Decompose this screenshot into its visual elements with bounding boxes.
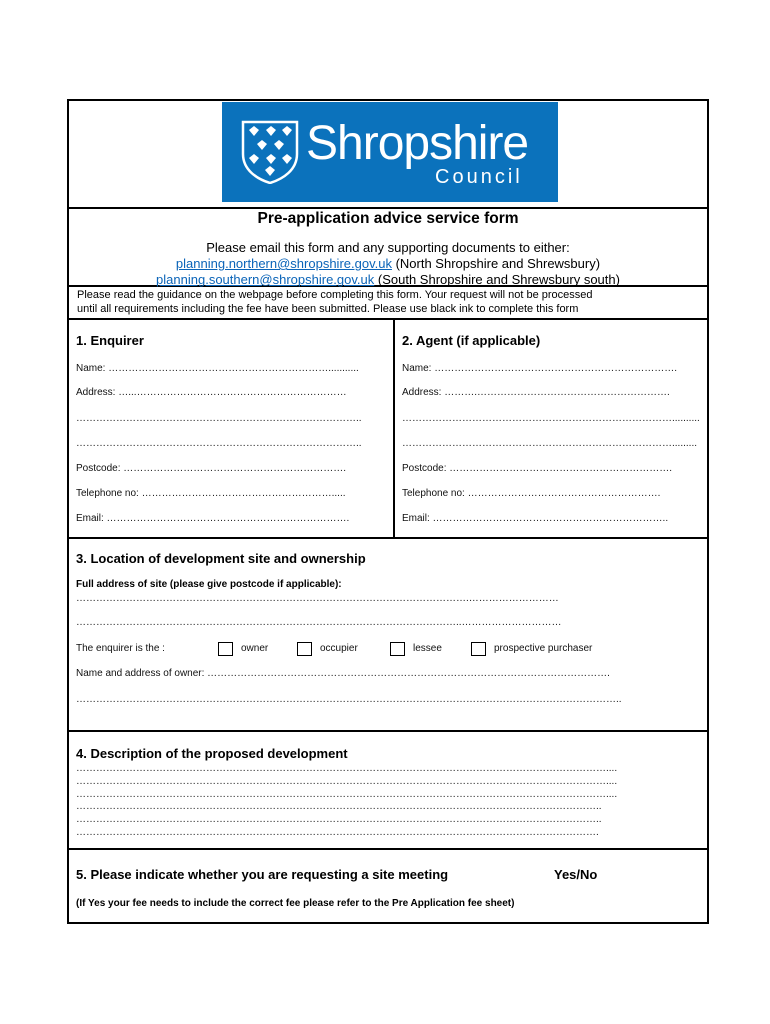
description-line[interactable]: …………………………………………………………………………………………………………………………………………. bbox=[76, 827, 599, 838]
description-line[interactable]: …………………………………………………………………………………………………………………………………………….... bbox=[76, 776, 618, 787]
owner-option-label: owner bbox=[241, 643, 269, 654]
description-line[interactable]: …………………………………………………………………………………………………………………………………………….... bbox=[76, 763, 618, 774]
form-title: Pre-application advice service form bbox=[257, 210, 519, 227]
yes-no-choice[interactable]: Yes/No bbox=[554, 867, 598, 882]
site-address-line[interactable]: ……………………………………………………………………………………………………..………………………… bbox=[76, 617, 562, 628]
north-email-link[interactable]: planning.northern@shropshire.gov.uk bbox=[175, 256, 392, 271]
header-section bbox=[69, 209, 707, 287]
owner-name-address-field[interactable]: Name and address of owner: …………………………………………………………………………………………………………. bbox=[76, 668, 610, 679]
enquirer-heading: 1. Enquirer bbox=[76, 333, 144, 348]
full-address-label: Full address of site (please give postcode if applicable): bbox=[76, 579, 342, 590]
owner-checkbox[interactable] bbox=[218, 642, 233, 656]
lessee-checkbox[interactable] bbox=[390, 642, 405, 656]
guidance-line-2: until all requirements including the fee have been submitted. Please use black ink to complete this form bbox=[77, 303, 579, 315]
guidance-section bbox=[69, 287, 707, 320]
agent-heading: 2. Agent (if applicable) bbox=[402, 333, 541, 348]
agent-name-field[interactable]: Name: ………………………………………………………………. bbox=[402, 363, 678, 374]
contacts-section bbox=[69, 320, 707, 539]
enquirer-name-field[interactable]: Name: …………………………………………………………........... bbox=[76, 363, 359, 374]
agent-address-line[interactable]: ……………………………………………………………………….......... bbox=[402, 413, 700, 424]
north-note: (North Shropshire and Shrewsbury) bbox=[395, 256, 601, 271]
enquirer-email-field[interactable]: Email: ………………………………………………………………. bbox=[76, 513, 350, 524]
pre-application-form bbox=[67, 99, 709, 924]
agent-email-field[interactable]: Email: …………………………………………………………….. bbox=[402, 513, 669, 524]
column-divider bbox=[393, 320, 395, 537]
site-meeting-section bbox=[69, 850, 707, 924]
occupier-checkbox[interactable] bbox=[297, 642, 312, 656]
enquirer-address-line[interactable]: ………………………………………………………………………….. bbox=[76, 438, 362, 449]
enquirer-is-label: The enquirer is the : bbox=[76, 643, 165, 654]
fee-note: (If Yes your fee needs to include the correct fee please refer to the Pre Application fee sheet) bbox=[76, 898, 515, 909]
site-address-line[interactable]: ……………………………………………………………………………………………………….……………………… bbox=[76, 593, 559, 604]
location-section bbox=[69, 539, 707, 732]
location-heading: 3. Location of development site and ownership bbox=[76, 551, 366, 566]
intro-text: Please email this form and any supporting documents to either: bbox=[206, 240, 570, 255]
shropshire-council-logo bbox=[222, 102, 558, 202]
enquirer-telephone-field[interactable]: Telephone no: …………………………………………………..... bbox=[76, 488, 346, 499]
logo-section bbox=[69, 101, 707, 209]
agent-postcode-field[interactable]: Postcode: …………………………………………………………. bbox=[402, 463, 673, 474]
prospective-purchaser-option-label: prospective purchaser bbox=[494, 643, 593, 654]
description-heading: 4. Description of the proposed development bbox=[76, 746, 348, 761]
lessee-option-label: lessee bbox=[413, 643, 442, 654]
enquirer-postcode-field[interactable]: Postcode: …………………………………………………………. bbox=[76, 463, 347, 474]
owner-address-line[interactable]: ……………………………………………………………………………………………………………………………………………….. bbox=[76, 694, 622, 705]
logo-wordmark: Shropshire bbox=[306, 117, 529, 170]
description-line[interactable]: ………………………………………………………………………………………………………………………………………….. bbox=[76, 801, 602, 812]
logo-subtitle: Council bbox=[435, 166, 523, 188]
shield-crest-icon bbox=[241, 120, 299, 184]
description-line[interactable]: ………………………………………………………………………………………………………………………………………….. bbox=[76, 814, 602, 825]
site-meeting-heading: 5. Please indicate whether you are requesting a site meeting bbox=[76, 867, 449, 882]
occupier-option-label: occupier bbox=[320, 643, 358, 654]
description-section bbox=[69, 732, 707, 850]
enquirer-address-field[interactable]: Address: …...……………………………………………………… bbox=[76, 387, 347, 398]
south-email-line bbox=[69, 272, 707, 287]
guidance-line-1: Please read the guidance on the webpage before completing this form. Your request will not be processed bbox=[77, 289, 593, 301]
south-note: (South Shropshire and Shrewsbury south) bbox=[377, 272, 620, 287]
description-line[interactable]: …………………………………………………………………………………………………………………………………………….... bbox=[76, 789, 618, 800]
agent-telephone-field[interactable]: Telephone no: …………………………………………………. bbox=[402, 488, 661, 499]
enquirer-address-line[interactable]: ………………………………………………………………………….. bbox=[76, 413, 362, 424]
agent-address-field[interactable]: Address: ……….…………………………………………………. bbox=[402, 387, 670, 398]
north-email-line bbox=[69, 256, 707, 271]
south-email-link[interactable]: planning.southern@shropshire.gov.uk bbox=[156, 272, 375, 287]
prospective-purchaser-checkbox[interactable] bbox=[471, 642, 486, 656]
agent-address-line[interactable]: ………………………………………………………………………......... bbox=[402, 438, 698, 449]
